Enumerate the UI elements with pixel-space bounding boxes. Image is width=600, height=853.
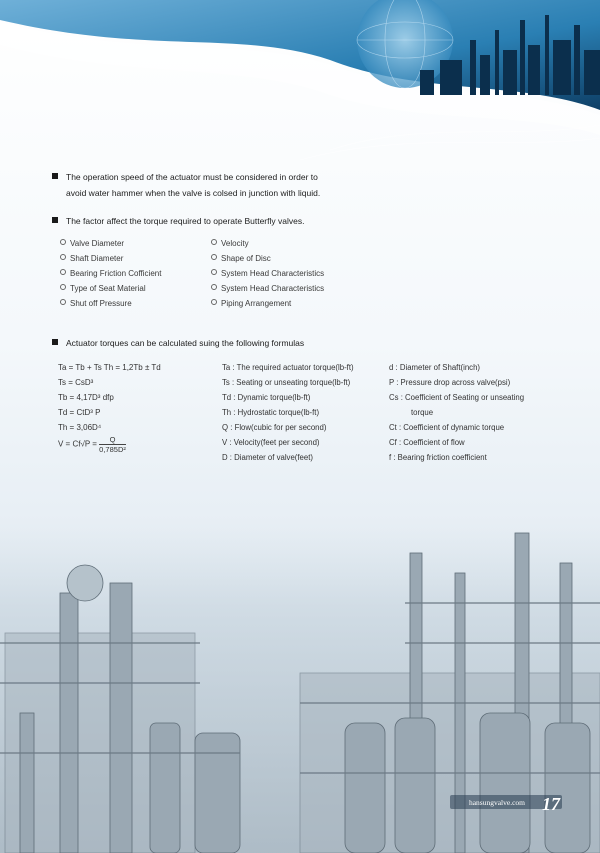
factor-item bbox=[211, 266, 324, 281]
definition-item: P : Pressure drop across valve(psi) bbox=[389, 378, 511, 387]
factor-label: Type of Seat Material bbox=[70, 284, 146, 293]
factor-item bbox=[60, 251, 161, 266]
fraction-denominator: 0,785D² bbox=[99, 445, 126, 454]
page-number: 17 bbox=[542, 794, 560, 814]
factor-label: Shut off Pressure bbox=[70, 299, 132, 308]
factor-label: System Head Characteristics bbox=[221, 284, 325, 293]
definition-item: Ct : Coefficient of dynamic torque bbox=[389, 423, 505, 432]
bullet-text: The factor affect the torque required to operate Butterfly valves. bbox=[66, 216, 305, 226]
factor-list-right bbox=[211, 236, 324, 311]
definition-item-continued: torque bbox=[411, 408, 434, 417]
formula-ta: Ta = Tb + Ts Th = 1,2Tb ± Td bbox=[58, 363, 161, 372]
factor-item bbox=[60, 281, 161, 296]
bullet-square-icon bbox=[52, 217, 58, 223]
factor-label: Piping Arrangement bbox=[221, 299, 292, 308]
circle-bullet-icon bbox=[211, 254, 217, 260]
definition-item: d : Diameter of Shaft(inch) bbox=[389, 363, 481, 372]
formula-th: Th = 3,06D⁴ bbox=[58, 423, 102, 432]
bullet-torque-factors bbox=[52, 213, 304, 229]
definition-item: Cs : Coefficient of Seating or unseating bbox=[389, 393, 525, 402]
definition-item: Th : Hydrostatic torque(lb-ft) bbox=[222, 408, 320, 417]
factor-list-left bbox=[60, 236, 161, 311]
factor-item bbox=[211, 251, 324, 266]
factor-item bbox=[60, 296, 161, 311]
factor-item bbox=[211, 281, 324, 296]
bullet-text-continued: avoid water hammer when the valve is colsed in junction with liquid. bbox=[66, 188, 321, 198]
definition-item: V : Velocity(feet per second) bbox=[222, 438, 320, 447]
factor-item bbox=[211, 296, 324, 311]
formula-td: Td = CtD³ P bbox=[58, 408, 101, 417]
definition-item: D : Diameter of valve(feet) bbox=[222, 453, 313, 462]
formula-ts: Ts = CsD³ bbox=[58, 378, 94, 387]
formula-v bbox=[58, 435, 161, 454]
definitions-right bbox=[389, 360, 524, 465]
definition-item: Td : Dynamic torque(lb-ft) bbox=[222, 393, 311, 402]
bullet-text: Actuator torques can be calculated suing the following formulas bbox=[66, 338, 305, 348]
definition-item: Ts : Seating or unseating torque(lb-ft) bbox=[222, 378, 351, 387]
formula-v-lhs: V = Cf√P = bbox=[58, 439, 97, 449]
circle-bullet-icon bbox=[60, 269, 66, 275]
definition-item: Cf : Coefficient of flow bbox=[389, 438, 465, 447]
circle-bullet-icon bbox=[211, 269, 217, 275]
footer-url: hansungvalve.com bbox=[468, 798, 525, 807]
circle-bullet-icon bbox=[60, 284, 66, 290]
definition-item: Ta : The required actuator torque(lb-ft) bbox=[222, 363, 354, 372]
factor-item bbox=[211, 236, 324, 251]
bullet-speed-note bbox=[52, 169, 320, 201]
formula-block bbox=[58, 360, 161, 454]
factor-label: Bearing Friction Cofficient bbox=[70, 269, 162, 278]
circle-bullet-icon bbox=[211, 299, 217, 305]
definitions-middle bbox=[222, 360, 354, 465]
fraction bbox=[99, 435, 126, 454]
factor-item bbox=[60, 266, 161, 281]
bullet-torque-formulas bbox=[52, 335, 304, 351]
factor-label: Valve Diameter bbox=[70, 239, 125, 248]
factor-label: Shaft Diameter bbox=[70, 254, 124, 263]
circle-bullet-icon bbox=[60, 299, 66, 305]
circle-bullet-icon bbox=[60, 239, 66, 245]
definition-item: Q : Flow(cubic for per second) bbox=[222, 423, 327, 432]
factor-item bbox=[60, 236, 161, 251]
bullet-square-icon bbox=[52, 339, 58, 345]
fraction-numerator: Q bbox=[99, 435, 126, 445]
definition-item: f : Bearing friction coefficient bbox=[389, 453, 487, 462]
factor-label: Velocity bbox=[221, 239, 249, 248]
circle-bullet-icon bbox=[211, 239, 217, 245]
bullet-text: The operation speed of the actuator must be considered in order to bbox=[66, 172, 318, 182]
bullet-square-icon bbox=[52, 173, 58, 179]
circle-bullet-icon bbox=[211, 284, 217, 290]
factor-label: Shape of Disc bbox=[221, 254, 271, 263]
factor-label: System Head Characteristics bbox=[221, 269, 325, 278]
formula-tb: Tb = 4,17D³ dfp bbox=[58, 393, 114, 402]
circle-bullet-icon bbox=[60, 254, 66, 260]
